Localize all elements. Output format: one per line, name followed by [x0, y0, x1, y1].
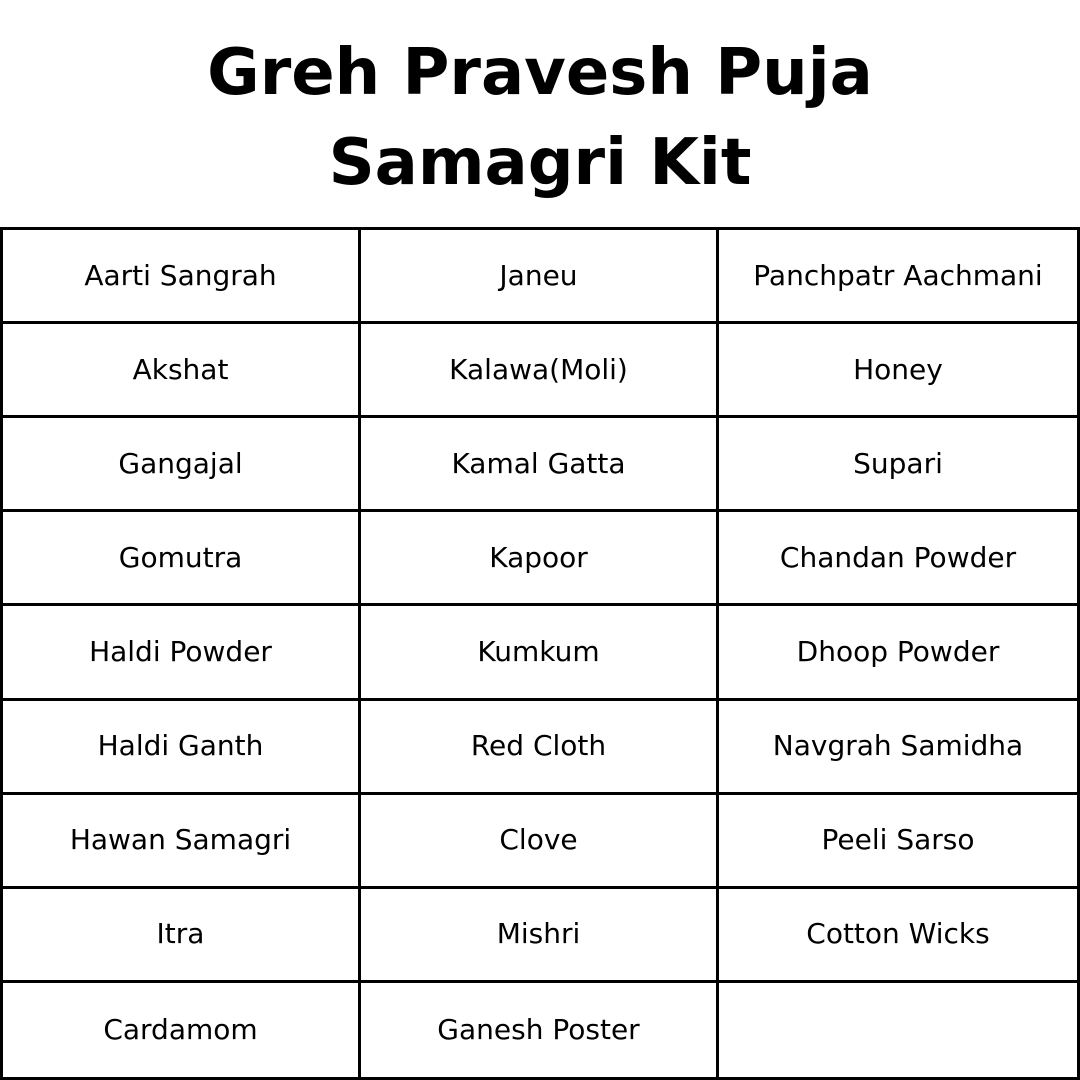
table-cell: Dhoop Powder	[719, 606, 1077, 700]
table-cell: Clove	[361, 795, 719, 889]
title-line-1: Greh Pravesh Puja	[207, 36, 873, 110]
table-cell: Navgrah Samidha	[719, 701, 1077, 795]
table-cell: Mishri	[361, 889, 719, 983]
table-cell: Hawan Samagri	[3, 795, 361, 889]
page-title	[0, 28, 1080, 208]
table-cell: Haldi Ganth	[3, 701, 361, 795]
table-cell: Supari	[719, 418, 1077, 512]
table-cell: Kumkum	[361, 606, 719, 700]
table-cell: Red Cloth	[361, 701, 719, 795]
table-cell: Honey	[719, 324, 1077, 418]
table-cell: Aarti Sangrah	[3, 230, 361, 324]
table-cell: Chandan Powder	[719, 512, 1077, 606]
samagri-table	[0, 227, 1080, 1080]
table-cell: Itra	[3, 889, 361, 983]
table-cell	[719, 983, 1077, 1077]
table-cell: Akshat	[3, 324, 361, 418]
table-cell: Janeu	[361, 230, 719, 324]
table-cell: Kapoor	[361, 512, 719, 606]
table-cell: Kamal Gatta	[361, 418, 719, 512]
table-cell: Panchpatr Aachmani	[719, 230, 1077, 324]
table-cell: Ganesh Poster	[361, 983, 719, 1077]
table-cell: Gangajal	[3, 418, 361, 512]
title-line-2: Samagri Kit	[328, 126, 752, 200]
table-cell: Gomutra	[3, 512, 361, 606]
table-cell: Kalawa(Moli)	[361, 324, 719, 418]
table-cell: Cardamom	[3, 983, 361, 1077]
table-cell: Cotton Wicks	[719, 889, 1077, 983]
table-cell: Haldi Powder	[3, 606, 361, 700]
table-cell: Peeli Sarso	[719, 795, 1077, 889]
